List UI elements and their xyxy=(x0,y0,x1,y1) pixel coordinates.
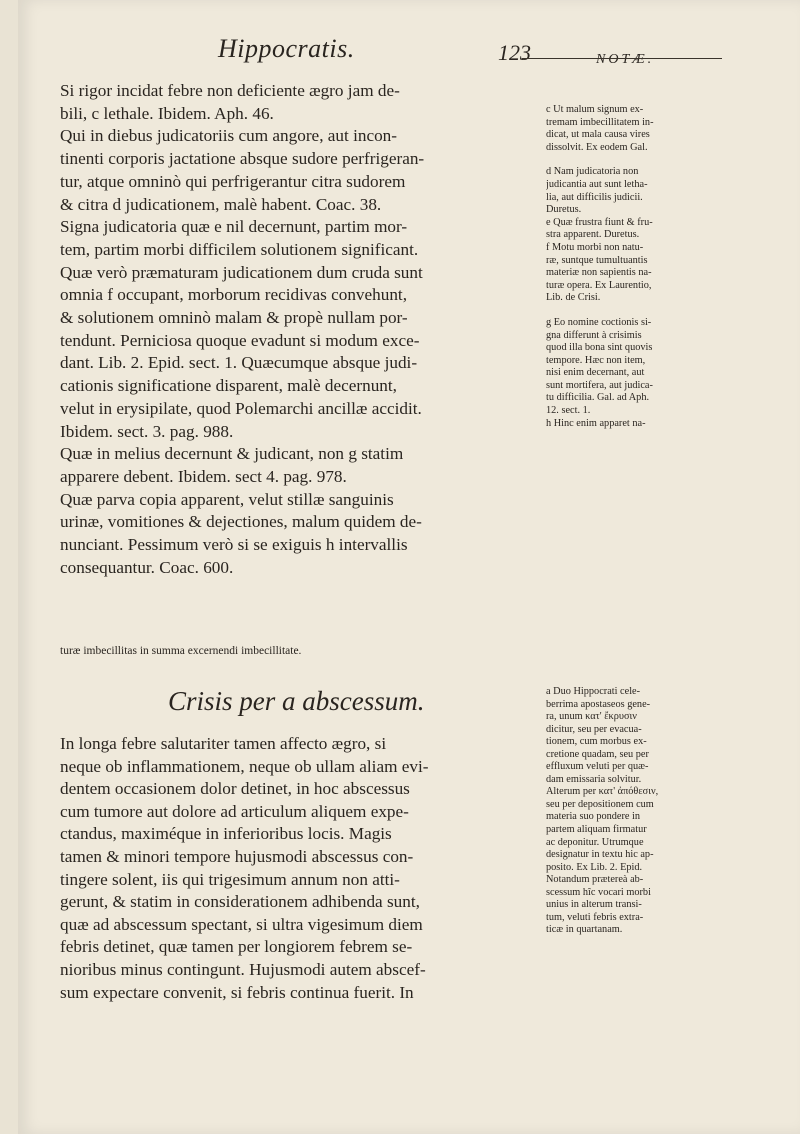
footnote-continuation: turæ imbecillitas in summa excernendi imbecillitate. xyxy=(60,645,302,657)
note-line: ræ, suntque tumultuantis xyxy=(546,254,648,266)
page-number: 123 xyxy=(498,40,531,65)
text-line: tem, partim morbi difficilem solutionem significant. xyxy=(60,239,419,259)
text-line: tur, atque omninò qui perfrigerantur citra sudorem xyxy=(60,171,406,191)
note-line: dicat, ut mala causa vires xyxy=(546,129,650,141)
text-line: consequantur. Coac. 600. xyxy=(60,557,234,577)
header-rule xyxy=(522,58,722,59)
note-line: unius in alterum transi- xyxy=(546,899,642,911)
text-line: Ibidem. sect. 3. pag. 988. xyxy=(60,421,234,441)
text-line: nunciant. Pessimum verò si se exiguis h intervallis xyxy=(60,535,408,555)
note-line: seu per depositionem cum xyxy=(546,798,654,810)
text-line: velut in erysipilate, quod Polemarchi ancillæ accidit. xyxy=(60,398,422,418)
note-spacer xyxy=(546,154,726,166)
note-line: d Nam judicatoria non xyxy=(546,166,639,178)
note-line: dicitur, seu per evacua- xyxy=(546,723,642,735)
note-line: tempore. Hæc non item, xyxy=(546,354,646,366)
note-line: tum, veluti febris extra- xyxy=(546,911,644,923)
text-line: tamen & minori tempore hujusmodi abscessus con- xyxy=(60,846,414,866)
text-line: tendunt. Perniciosa quoque evadunt si modum exce- xyxy=(60,330,420,350)
text-line: nioribus minus contingunt. Hujusmodi autem abscef- xyxy=(60,959,426,979)
running-head-title: Hippocratis. xyxy=(218,34,355,63)
note-line: Notandum prætereà ab- xyxy=(546,874,644,886)
text-line: sum expectare convenit, si febris continua fuerit. In xyxy=(60,982,414,1002)
text-line: neque ob inflammationem, neque ob ullam aliam evi- xyxy=(60,756,429,776)
note-line: f Motu morbi non natu- xyxy=(546,241,644,253)
text-line: tingere solent, iis qui trigesimum annum non atti- xyxy=(60,869,400,889)
text-line: & citra d judicationem, malè habent. Coac. 38. xyxy=(60,194,382,214)
text-line: Quæ verò præmaturam judicationem dum cruda sunt xyxy=(60,262,423,282)
note-line: tremam imbecillitatem in- xyxy=(546,116,654,128)
note-line: Alterum per κατ' ἀπόθεσιν, xyxy=(546,786,659,798)
text-line: ctandus, maximéque in inferioribus locis. Magis xyxy=(60,824,392,844)
note-line: h Hinc enim apparet na- xyxy=(546,417,646,429)
note-line: e Quæ frustra fiunt & fru- xyxy=(546,216,653,228)
note-line: dissolvit. Ex eodem Gal. xyxy=(546,141,648,153)
text-line: cationis significatione disparent, malè decernunt, xyxy=(60,376,397,396)
note-line: dam emissaria solvitur. xyxy=(546,773,642,785)
note-line: partem aliquam firmatur xyxy=(546,824,647,836)
note-line: Duretus. xyxy=(546,204,582,216)
note-line: judicantia aut sunt letha- xyxy=(546,178,648,190)
main-text-block xyxy=(60,80,528,579)
note-line: scessum hîc vocari morbi xyxy=(546,886,651,898)
text-line: gerunt, & statim in considerationem adhibenda sunt, xyxy=(60,892,420,912)
book-page xyxy=(18,0,800,1134)
note-line: tu difficilia. Gal. ad Aph. xyxy=(546,392,650,404)
note-line: posito. Ex Lib. 2. Epid. xyxy=(546,861,643,873)
note-line: materia suo pondere in xyxy=(546,811,641,823)
note-line: cretione quadam, seu per xyxy=(546,748,649,760)
note-line: designatur in textu hic ap- xyxy=(546,849,654,861)
note-line: sunt mortifera, aut judica- xyxy=(546,379,653,391)
text-line: dant. Lib. 2. Epid. sect. 1. Quæcumque absque judi- xyxy=(60,353,418,373)
note-line: turæ opera. Ex Laurentio, xyxy=(546,279,652,291)
note-line: lia, aut difficilis judicii. xyxy=(546,191,643,203)
note-line: Lib. de Crisi. xyxy=(546,292,601,304)
text-line: tinenti corporis jactatione absque sudore perfrigeran- xyxy=(60,149,425,169)
section-heading: Crisis per a abscessum. xyxy=(168,686,425,716)
text-line: dentem occasionem dolor detinet, in hoc abscessus xyxy=(60,779,410,799)
note-spacer xyxy=(546,305,726,317)
notes-column-label: NOTÆ. xyxy=(596,52,655,67)
text-line: quæ ad abscessum spectant, si ultra vigesimum diem xyxy=(60,914,423,934)
note-line: ra, unum κατ' ἔκρυσιν xyxy=(546,711,637,723)
text-line: In longa febre salutariter tamen affecto ægro, si xyxy=(60,734,387,753)
note-line: nisi enim decernant, aut xyxy=(546,367,645,379)
text-line: Qui in diebus judicatoriis cum angore, aut incon- xyxy=(60,126,397,146)
marginal-notes-2 xyxy=(546,686,726,937)
text-line: bili, c lethale. Ibidem. Aph. 46. xyxy=(60,103,274,123)
note-line: materiæ non sapientis na- xyxy=(546,267,652,279)
text-line: febris detinet, quæ tamen per longiorem febrem se- xyxy=(60,937,413,957)
text-line: apparere debent. Ibidem. sect 4. pag. 978. xyxy=(60,466,347,486)
note-line: tionem, cum morbus ex- xyxy=(546,736,647,748)
note-line: g Eo nomine coctionis si- xyxy=(546,316,652,328)
note-line: 12. sect. 1. xyxy=(546,405,591,417)
note-line: gna differunt à crisimis xyxy=(546,329,642,341)
text-line: Signa judicatoria quæ e nil decernunt, partim mor- xyxy=(60,217,408,237)
note-line: ticæ in quartanam. xyxy=(546,924,623,936)
note-line: ac deponitur. Utrumque xyxy=(546,836,644,848)
note-line: quod illa bona sint quovis xyxy=(546,342,653,354)
text-line: Quæ in melius decernunt & judicant, non g statim xyxy=(60,444,404,464)
text-line: Quæ parva copia apparent, velut stillæ sanguinis xyxy=(60,489,394,509)
note-line: effluxum veluti per quæ- xyxy=(546,761,649,773)
note-line: stra apparent. Duretus. xyxy=(546,229,640,241)
text-line: & solutionem omninò malam & propè nullam por- xyxy=(60,308,408,328)
text-line: omnia f occupant, morborum recidivas convehunt, xyxy=(60,285,407,305)
text-line: cum tumore aut dolore ad articulum aliquem expe- xyxy=(60,801,409,821)
main-text-block-2 xyxy=(60,733,528,1004)
note-line: berrima apostaseos gene- xyxy=(546,698,651,710)
text-line: Si rigor incidat febre non deficiente ægro jam de- xyxy=(60,81,400,100)
text-line: urinæ, vomitiones & dejectiones, malum quidem de- xyxy=(60,512,422,532)
note-line: c Ut malum signum ex- xyxy=(546,104,644,115)
marginal-notes xyxy=(546,104,726,430)
note-line: a Duo Hippocrati cele- xyxy=(546,686,641,697)
